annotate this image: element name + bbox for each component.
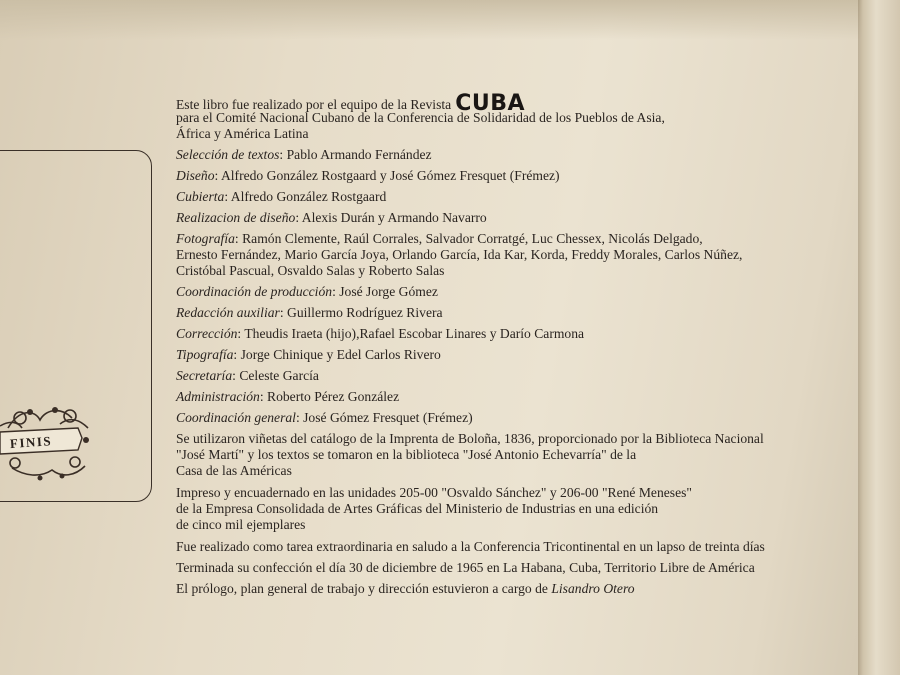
credit-photography: Fotografía: Ramón Clemente, Raúl Corrales, Salvador Corratgé, Luc Chessex, Nicolás Delgado,: [176, 231, 703, 246]
printing-line-2: de la Empresa Consolidada de Artes Gráficas del Ministerio de Industrias en una edición: [176, 501, 659, 516]
credit-editorial: Redacción auxiliar: Guillermo Rodríguez Rivera: [176, 305, 443, 320]
credit-typography: Tipografía: Jorge Chinique y Edel Carlos Rivero: [176, 347, 441, 362]
finis-ornament: [0, 398, 95, 488]
page-shadow: [0, 0, 900, 40]
credit-cover: Cubierta: Alfredo González Rostgaard: [176, 189, 387, 204]
credit-photography-cont-1: Ernesto Fernández, Mario García Joya, Orlando García, Ida Kar, Korda, Freddy Morales, Carlos Núñez,: [176, 247, 743, 262]
intro-line-1: Este libro fue realizado por el equipo de la Revista CUBA: [176, 91, 525, 116]
credit-administration: Administración: Roberto Pérez González: [176, 389, 400, 404]
credit-secretary: Secretaría: Celeste García: [176, 368, 319, 383]
cuba-logo: CUBA: [455, 91, 525, 116]
vignettes-line-1: Se utilizaron viñetas del catálogo de la Imprenta de Boloña, 1836, proporcionado por la Biblioteca Nacional: [176, 431, 764, 446]
credit-selection: Selección de textos: Pablo Armando Fernández: [176, 147, 432, 162]
colophon: [176, 91, 866, 597]
closing-line-2: Terminada su confección el día 30 de diciembre de 1965 en La Habana, Cuba, Territorio Libre de América: [176, 560, 755, 575]
credit-general-coordination: Coordinación general: José Gómez Fresquet (Frémez): [176, 410, 473, 425]
author-name: Lisandro Otero: [551, 581, 635, 596]
closing-line-1: Fue realizado como tarea extraordinaria en saludo a la Conferencia Tricontinental en un lapso de treinta días: [176, 539, 765, 554]
closing-line-3: El prólogo, plan general de trabajo y dirección estuvieron a cargo de Lisandro Otero: [176, 581, 635, 596]
credit-production: Coordinación de producción: José Jorge Gómez: [176, 284, 438, 299]
vignettes-line-2: "José Martí" y los textos se tomaron en la biblioteca "José Antonio Echevarría" de la: [176, 447, 637, 462]
printing-line-1: Impreso y encuadernado en las unidades 205-00 "Osvaldo Sánchez" y 206-00 "René Meneses": [176, 485, 692, 500]
printing-line-3: de cinco mil ejemplares: [176, 517, 306, 532]
credit-correction: Corrección: Theudis Iraeta (hijo),Rafael Escobar Linares y Darío Carmona: [176, 326, 585, 341]
credit-design: Diseño: Alfredo González Rostgaard y José Gómez Fresquet (Frémez): [176, 168, 560, 183]
intro-line-2: para el Comité Nacional Cubano de la Conferencia de Solidaridad de los Pueblos de Asia,: [176, 110, 665, 125]
vignettes-line-3: Casa de las Américas: [176, 463, 292, 478]
credit-photography-cont-2: Cristóbal Pascual, Osvaldo Salas y Roberto Salas: [176, 263, 445, 278]
intro-line-3: África y América Latina: [176, 126, 309, 141]
finis-text: FINIS: [9, 433, 53, 452]
credit-design-realization: Realizacion de diseño: Alexis Durán y Armando Navarro: [176, 210, 487, 225]
